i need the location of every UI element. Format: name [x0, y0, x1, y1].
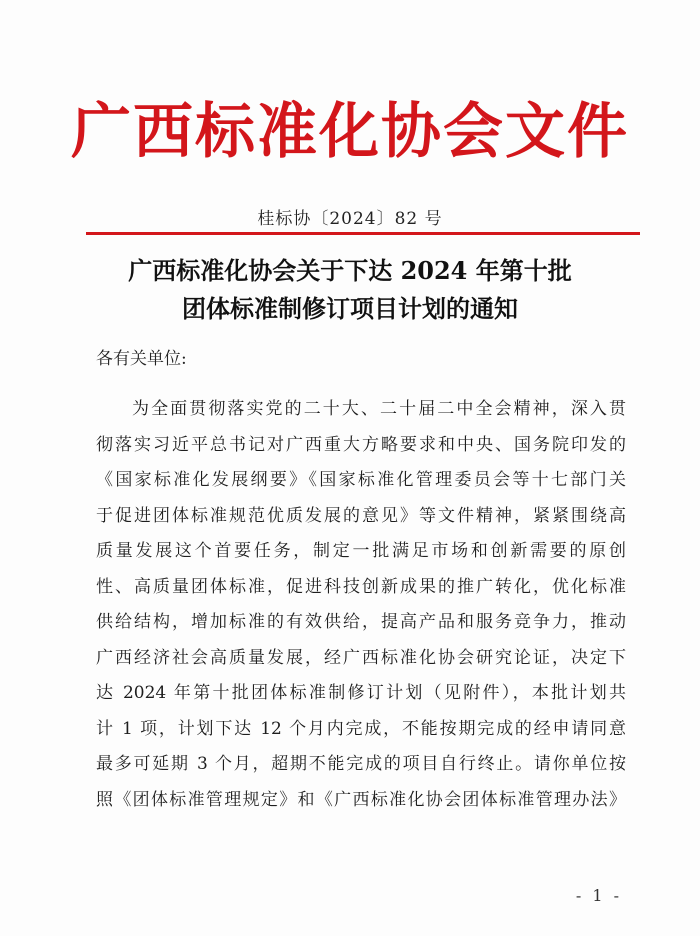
body-line: 质量发展这个首要任务，制定一批满足市场和创新需要的原创 — [96, 541, 626, 561]
body-line: 供给结构，增加标准的有效供给，提高产品和服务竞争力，推动 — [96, 612, 626, 632]
body-line: 最多可延期 3 个月，超期不能完成的项目自行终止。请你单位按 — [96, 754, 626, 774]
body-line: 计 1 项，计划下达 12 个月内完成，不能按期完成的经申请同意 — [96, 718, 626, 739]
body-line: 性、高质量团体标准，促进科技创新成果的推广转化，优化标准 — [96, 576, 626, 597]
body-line: 于促进团体标准规范优质发展的意见》等文件精神，紧紧围绕高 — [96, 505, 626, 526]
body-line: 达 2024 年第十批团体标准制修订计划（见附件），本批计划共 — [96, 683, 626, 703]
red-separator-rule — [86, 232, 640, 235]
body-line: 彻落实习近平总书记对广西重大方略要求和中央、国务院印发的 — [96, 434, 626, 455]
notice-title — [0, 252, 700, 328]
notice-title-line-2: 团体标准制修订项目计划的通知 — [182, 294, 518, 323]
page-number: - 1 - — [575, 886, 622, 905]
body-line: 广西经济社会高质量发展，经广西标准化协会研究论证，决定下 — [96, 647, 626, 668]
notice-title-line-1: 广西标准化协会关于下达 2024 年第十批 — [128, 256, 572, 285]
body-line: 照《团体标准管理规定》和《广西标准化协会团体标准管理办法》 — [96, 789, 626, 810]
body-line: 为全面贯彻落实党的二十大、二十届二中全会精神，深入贯 — [132, 399, 626, 419]
salutation: 各有关单位: — [96, 349, 187, 369]
masthead-title: 广西标准化协会文件 — [71, 97, 629, 167]
body-text — [96, 392, 626, 818]
document-number: 桂标协〔2024〕82 号 — [257, 209, 443, 229]
body-line: 《国家标准化发展纲要》《国家标准化管理委员会等十七部门关 — [96, 470, 626, 490]
